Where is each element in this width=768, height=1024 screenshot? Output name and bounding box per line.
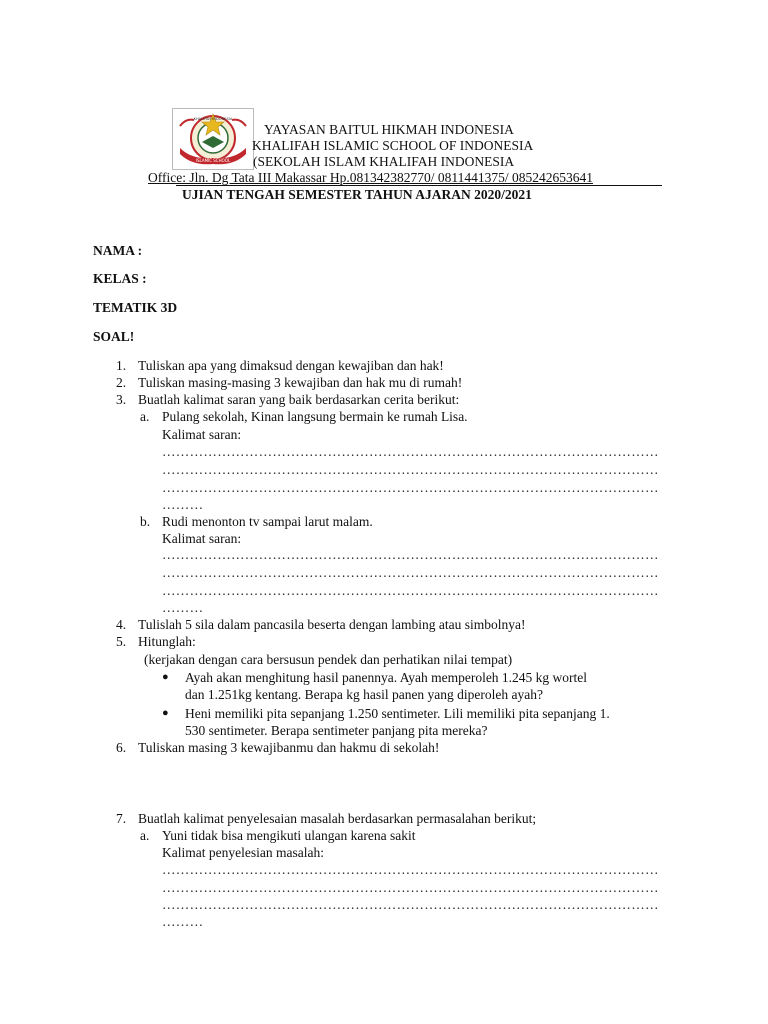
- sub-label: a.: [140, 828, 150, 843]
- field-soal: SOAL!: [93, 329, 135, 344]
- question-number: 2.: [116, 375, 127, 390]
- answer-line: ………………………………………………………………………………………………: [162, 480, 659, 495]
- bullet-text: Ayah akan menghitung hasil panennya. Ayah memperoleh 1.245 kg wortel: [185, 670, 588, 685]
- answer-line: ………………………………………………………………………………………………: [162, 862, 659, 877]
- header-divider: [176, 185, 662, 186]
- bullet-icon: ●: [162, 671, 169, 683]
- field-tematik: TEMATIK 3D: [93, 300, 178, 315]
- answer-line: ………………………………………………………………………………………………: [162, 897, 659, 912]
- question-text: Buatlah kalimat penyelesaian masalah berdasarkan permasalahan berikut;: [138, 811, 537, 826]
- school-name-indonesian: (SEKOLAH ISLAM KHALIFAH INDONESIA: [253, 154, 515, 169]
- answer-line: ………………………………………………………………………………………………: [162, 547, 659, 562]
- sub-label: b.: [140, 514, 151, 529]
- question-text: Tuliskan masing-masing 3 kewajiban dan hak mu di rumah!: [138, 375, 463, 390]
- question-5-note: (kerjakan dengan cara bersusun pendek dan perhatikan nilai tempat): [144, 652, 513, 667]
- exam-title: UJIAN TENGAH SEMESTER TAHUN AJARAN 2020/2021: [182, 187, 532, 202]
- question-text: Tuliskan masing 3 kewajibanmu dan hakmu di sekolah!: [138, 740, 440, 755]
- question-number: 5.: [116, 634, 127, 649]
- field-nama: NAMA :: [93, 243, 143, 258]
- question-text: Buatlah kalimat saran yang baik berdasarkan cerita berikut:: [138, 392, 460, 407]
- answer-line: ………………………………………………………………………………………………: [162, 444, 659, 459]
- sub-text: Pulang sekolah, Kinan langsung bermain ke rumah Lisa.: [162, 409, 468, 424]
- question-number: 7.: [116, 811, 127, 826]
- answer-line: ………: [162, 497, 204, 512]
- field-kelas: KELAS :: [93, 271, 147, 286]
- bullet-icon: ●: [162, 707, 169, 719]
- school-logo: [172, 108, 254, 170]
- question-number: 6.: [116, 740, 127, 755]
- answer-prompt: Kalimat saran:: [162, 531, 242, 546]
- answer-line: ………: [162, 600, 204, 615]
- question-text: Tulislah 5 sila dalam pancasila beserta dengan lambing atau simbolnya!: [138, 617, 526, 632]
- answer-prompt: Kalimat saran:: [162, 427, 242, 442]
- answer-prompt: Kalimat penyelesian masalah:: [162, 845, 324, 860]
- bullet-text: dan 1.251kg kentang. Berapa kg hasil panen yang diperoleh ayah?: [185, 687, 544, 702]
- school-emblem-icon: [172, 108, 254, 170]
- sub-text: Rudi menonton tv sampai larut malam.: [162, 514, 373, 529]
- sub-label: a.: [140, 409, 150, 424]
- question-number: 4.: [116, 617, 127, 632]
- question-text: Tuliskan apa yang dimaksud dengan kewajiban dan hak!: [138, 358, 444, 373]
- answer-line: ………………………………………………………………………………………………: [162, 565, 659, 580]
- answer-line: ………………………………………………………………………………………………: [162, 583, 659, 598]
- logo-ribbon-text: ISLAMIC SCHOOL: [195, 158, 231, 163]
- sub-text: Yuni tidak bisa mengikuti ulangan karena sakit: [162, 828, 416, 843]
- question-number: 3.: [116, 392, 127, 407]
- question-number: 1.: [116, 358, 127, 373]
- answer-line: ………………………………………………………………………………………………: [162, 880, 659, 895]
- school-name-english: KHALIFAH ISLAMIC SCHOOL OF INDONESIA: [252, 138, 534, 153]
- bullet-text: 530 sentimeter. Berapa sentimeter panjang pita mereka?: [185, 723, 488, 738]
- question-text: Hitunglah:: [138, 634, 196, 649]
- answer-line: ………………………………………………………………………………………………: [162, 462, 659, 477]
- answer-line: ………: [162, 914, 204, 929]
- bullet-text: Heni memiliki pita sepanjang 1.250 sentimeter. Lili memiliki pita sepanjang 1.: [185, 706, 610, 721]
- office-address: Office: Jln. Dg Tata III Makassar Hp.081342382770/ 0811441375/ 085242653641: [148, 170, 593, 185]
- foundation-name: YAYASAN BAITUL HIKMAH INDONESIA: [264, 122, 514, 137]
- logo-top-text: KHALIFAH INDONESIA: [193, 117, 233, 121]
